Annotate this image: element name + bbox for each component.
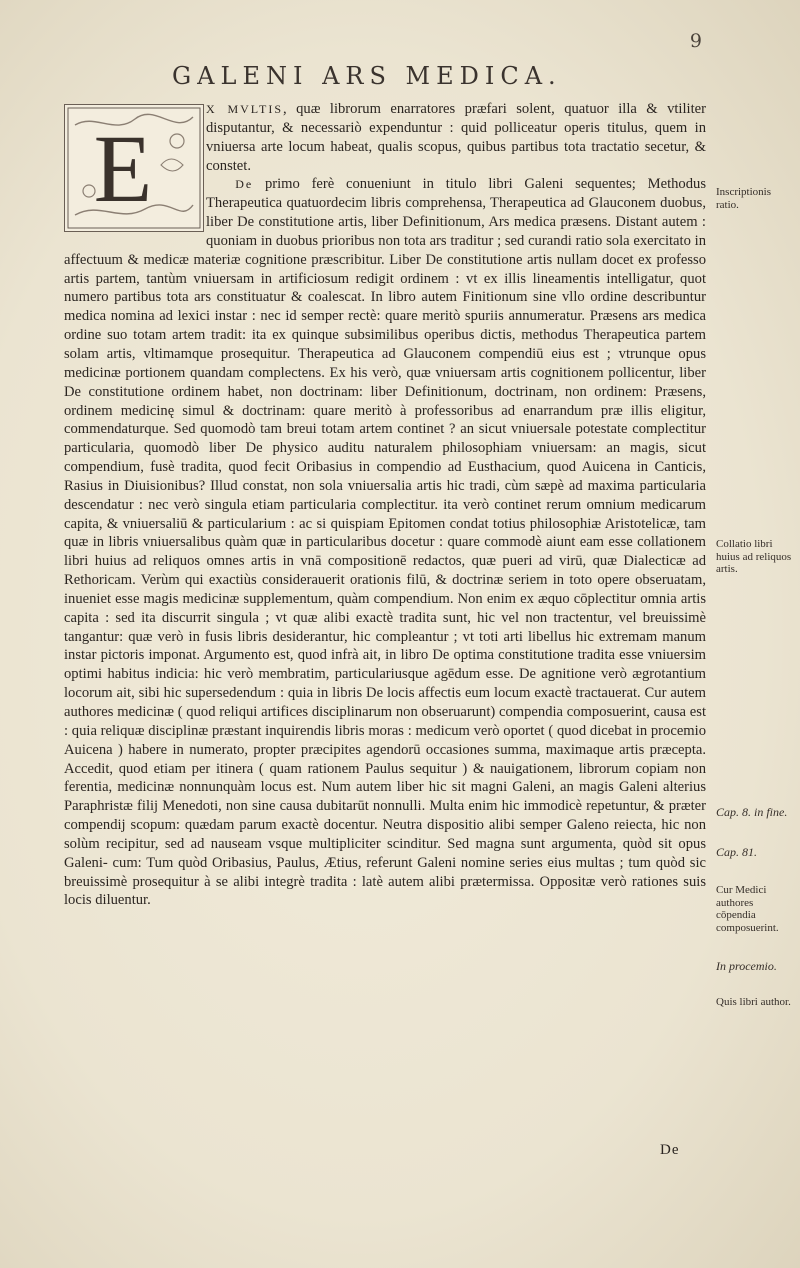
svg-text:E: E <box>93 115 153 222</box>
folio-number: 9 <box>689 30 702 52</box>
margin-note-collatio: Collatio libri huius ad reliquos artis. <box>716 538 792 575</box>
para2-small-caps: De <box>235 177 254 192</box>
margin-note-inscriptio: Inscriptionis ratio. <box>716 186 771 211</box>
paragraph-2 <box>64 175 706 910</box>
margin-note-author: Quis libri author. <box>716 996 791 1008</box>
decorated-initial-e <box>64 104 204 232</box>
margin-note-prooemium: In procemio. <box>716 959 777 973</box>
opening-small-caps: X MVLTIS <box>206 102 284 116</box>
margin-note-cap8: Cap. 8. in fine. <box>716 805 788 819</box>
catchword: De <box>660 1142 680 1158</box>
opening-text: , quæ librorum enarratores præfari solent, quatuor illa & vtiliter disputantur, & necessariò expenduntur : quid polliceatur operis titulus, quem in vniuersa arte locum habeat, qualis scopus, quibus partibus tota tractatio secetur, & constet. <box>206 101 706 174</box>
margin-note-cap81: Cap. 81. <box>716 845 758 859</box>
para2-text: primo ferè conueniunt in titulo libri Galeni sequentes; Methodus Therapeutica quatuordecim libris comprehensa, Therapeutica ad Glauconem duobus, liber De constitutione artis, liber Definitionum, Ars medica præsens. Distant autem : quoniam in duobus prioribus non tota ars traditur ; sed curandi ratio sola exercitato in affectuum & medicæ materiæ cognitione præscribitur. Liber De constitutione artis nullam docet ex professo artis partem, tantùm vniuersam in artificiosum redigit ordinem : vt ex illis lineamentis intelligatur, quot numero partibus tota ars constituatur & coalescat. In libro autem Finitionum sine vllo ordine describuntur medica nomina ad lexici instar : nec id semper rectè: quare meritò spuriis annumeratur. Præsens ars medica ordine suo totam artem tradit: ita ex quinque subsimilibus operibus dictis, methodus Therapeutica partem solam artis, vltimamque prosequitur. Therapeutica ad Glauconem compendiū eius est ; vtrunque opus medicinæ portionem quandam complectens. Ex his verò, quæ vniuersam artis cognitionem pollicentur, liber De constitutione ordinem habet, non doctrinam: liber Definitionum, doctrinam, non ordinem: Præsens, ordinem medicinę simul & doctrinam: quare meritò à professoribus ad enarrandum præ illis eligitur, commendaturque. Sed quomodò tam breui totam artem continet ? an sicut vniuersale potestate complectitur particularia, quomodò liber De physico auditu naturalem philosophiam vniuersam: an magis, sicut compendium, fusè tradita, quod fecit Oribasius in compendio ad Eusthacium, quod Auicena in Canticis, Rasius in Diuisionibus? Illud constat, non sola vniuersalia artis hic tradi, cùm sæpè ad maxima particularia descendatur : nec verò singula etiam particularia complectitur. ita verò continet rerum omnium medicarum capita, & vniuersaliū & particularium : ac si quispiam Epitomen condat totius philosophiæ Aristotelicæ, tam quæ in libris vniuersalibus quàm quæ in particularibus docetur : quare commodè aiunt eam esse collationem libri huius ad reliquos omnes artis in vnā compositionē redactos, quæ pueri ad virū, quæ Dialecticæ ad Rethoricam. Verùm qui exactiùs considerauerit orationis filū, & doctrinæ seriem in toto opere obseruatam, inueniet esse magis medicinæ supplementum, quàm compendium. Non enim ex æquo cōplectitur omnia artis capita : sed ita discurrit singula ; vt quæ alibi exactè tradita sunt, hic vel non tractentur, vel breuissimè tangantur: quæ verò in fusis libris desiderantur, hic compleantur ; vt toti arti libellus hic extremam manum instar pictoris imponat. Argumento est, quod infrà ait, in libro De optima constitutione tradita esse vniuersim optimi habitus indicia: hic verò membratim, particulariusque agēdum esse. De agnitione verò ægrotantium locorum ait, sibi hic supersedendum : quia in libris De locis affectis eum locum exactè tractauerat. Cur autem authores medicinæ ( quod reliqui artifices disciplinarum non obseruarunt) compendia composuerint, causa est : quia reliquæ disciplinæ præstant inquirendis libris moras : medicum verò oportet ( quod dicebat in procemio Auicena ) habere in numerato, propter præcipites agendorū occasiones summa, maximaque artis præcepta. Accedit, quod etiam per itinera ( quam rationem Paulus sequitur ) & nauigationem, librorum copiam non ferentia, medicinæ nonnunquàm locus est. Num autem liber hic sit magni Galeni, an magis Galeni alterius Paraphristæ filij Menedoti, non sine causa dubitarūt nonnulli. Multa enim hic immodicè repetuntur, & præter compendij scopum: quædam parum exactè docentur. Neutra dispositio alibi semper Galeno reiecta, hic non solùm recipitur, sed ad nauseam vsque multipliciter scinditur. Sed magna sunt argumenta, quòd sit opus Galeni- cum: Tum quòd Oribasius, Paulus, Ætius, referunt Galeni nomine series eius multas ; tum quòd sic breuissimè prosequitur à se alibi integrè tradita : latè autem alibi prætermissa. Oppositæ verò rationes suis locis diluentur. <box>64 176 706 909</box>
running-head: GALENI ARS MEDICA. <box>172 62 562 90</box>
ornament-initial-icon <box>65 105 203 231</box>
margin-note-compendia: Cur Medici authores cōpendia composuerint. <box>716 884 779 934</box>
